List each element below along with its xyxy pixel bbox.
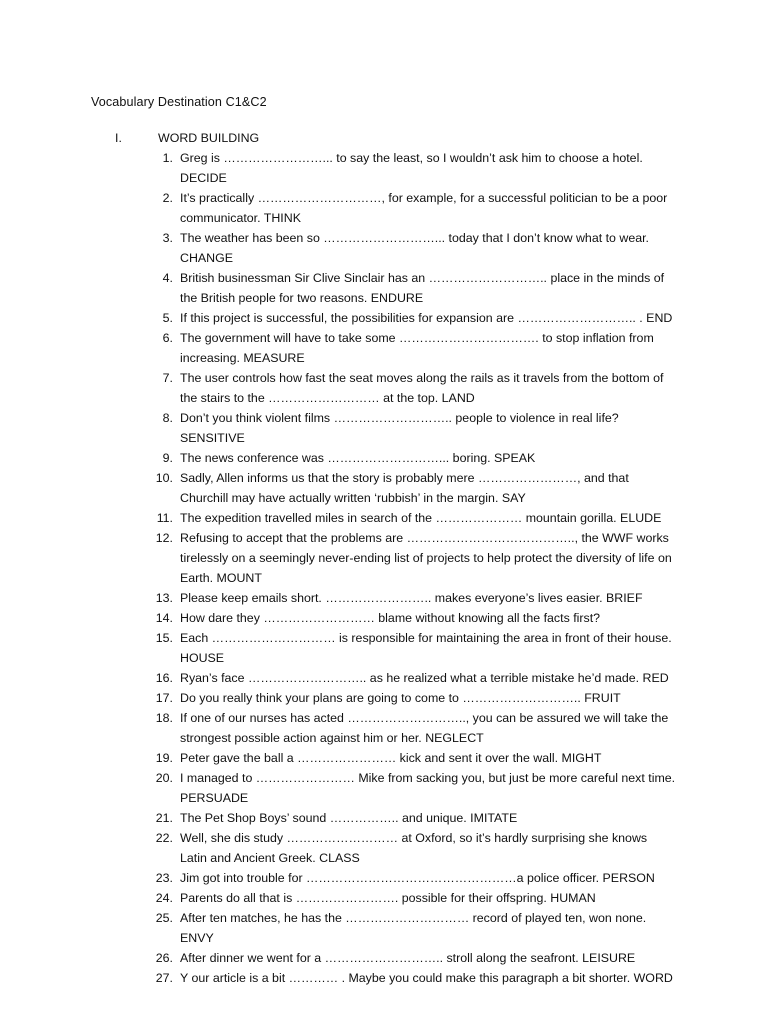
document-title: Vocabulary Destination C1&C2 <box>91 95 267 109</box>
exercise-item <box>91 908 691 948</box>
exercise-sentence: Refusing to accept that the problems are ………………………………….., the WWF works tirelessly on a seemingly never-ending list of projects to help protect the diversity of life on Earth. MOUNT <box>180 531 672 585</box>
exercise-item <box>91 948 691 968</box>
exercise-sentence: If one of our nurses has acted ……………………….., you can be assured we will take the strongest possible action against him or her. NEGLECT <box>180 711 669 745</box>
exercise-sentence: Jim got into trouble for ……………………………………………a police officer. PERSON <box>180 871 655 885</box>
exercise-sentence: The government will have to take some ……………………………. to stop inflation from increasing. MEASURE <box>180 331 654 365</box>
exercise-sentence: How dare they ……………………… blame without knowing all the facts first? <box>180 611 601 625</box>
exercise-sentence: Parents do all that is ……………………. possible for their offspring. HUMAN <box>180 891 596 905</box>
exercise-item <box>91 668 691 688</box>
exercise-number: 24. <box>155 891 173 905</box>
exercise-sentence: Well, she dis study ……………………… at Oxford, so it’s hardly surprising she knows Latin and Ancient Greek. CLASS <box>180 831 648 865</box>
exercise-item <box>91 328 691 368</box>
exercise-item <box>91 628 691 668</box>
exercise-sentence: After dinner we went for a ……………………….. stroll along the seafront. LEISURE <box>180 951 636 965</box>
exercise-sentence: Do you really think your plans are going to come to ……………………….. FRUIT <box>180 691 621 705</box>
exercise-number: 1. <box>162 151 173 165</box>
exercise-sentence: The weather has been so ………………………... today that I don’t know what to wear. CHANGE <box>180 231 649 265</box>
exercise-sentence: Ryan’s face ……………………….. as he realized what a terrible mistake he’d made. RED <box>180 671 669 685</box>
exercise-number: 12. <box>155 531 173 545</box>
exercise-item <box>91 468 691 508</box>
exercise-number: 10. <box>155 471 173 485</box>
exercise-number: 16. <box>155 671 173 685</box>
exercise-item <box>91 588 691 608</box>
exercise-number: 19. <box>155 751 173 765</box>
exercise-sentence: If this project is successful, the possibilities for expansion are ……………………….. . END <box>180 311 673 325</box>
exercise-item <box>91 968 691 988</box>
exercise-sentence: Peter gave the ball a …………………… kick and sent it over the wall. MIGHT <box>180 751 602 765</box>
section-heading <box>91 128 691 148</box>
exercise-sentence: Sadly, Allen informs us that the story is probably mere ……………………, and that Churchill may have actually written ‘rubbish’ in the margin. SAY <box>180 471 629 505</box>
exercise-number: 22. <box>155 831 173 845</box>
exercise-item <box>91 868 691 888</box>
exercise-number: 17. <box>155 691 173 705</box>
exercise-number: 4. <box>162 271 173 285</box>
exercise-sentence: British businessman Sir Clive Sinclair has an ……………………….. place in the minds of the British people for two reasons. ENDURE <box>180 271 665 305</box>
exercise-item <box>91 768 691 808</box>
word-building-section <box>91 128 691 988</box>
exercise-number: 20. <box>155 771 173 785</box>
exercise-number: 5. <box>162 311 173 325</box>
exercise-sentence: The news conference was ………………………... boring. SPEAK <box>180 451 536 465</box>
exercise-sentence: Don’t you think violent films ……………………….. people to violence in real life? SENSITIVE <box>180 411 619 445</box>
exercise-number: 18. <box>155 711 173 725</box>
section-title: WORD BUILDING <box>158 131 260 145</box>
exercise-item <box>91 308 691 328</box>
exercise-item <box>91 148 691 188</box>
exercise-number: 9. <box>162 451 173 465</box>
exercise-number: 11. <box>156 511 173 525</box>
exercise-number: 7. <box>162 371 173 385</box>
exercise-item <box>91 408 691 448</box>
exercise-number: 8. <box>162 411 173 425</box>
exercise-item <box>91 708 691 748</box>
exercise-sentence: Please keep emails short. …………………….. makes everyone’s lives easier. BRIEF <box>180 591 643 605</box>
exercise-item <box>91 368 691 408</box>
exercise-item <box>91 808 691 828</box>
exercise-item <box>91 688 691 708</box>
exercise-item <box>91 828 691 868</box>
exercise-number: 3. <box>162 231 173 245</box>
exercise-sentence: The expedition travelled miles in search of the ………………… mountain gorilla. ELUDE <box>180 511 662 525</box>
exercise-item <box>91 528 691 588</box>
exercise-number: 21. <box>155 811 173 825</box>
exercise-number: 25. <box>155 911 173 925</box>
exercise-sentence: The Pet Shop Boys’ sound …………….. and unique. IMITATE <box>180 811 518 825</box>
section-numeral: I. <box>115 131 122 145</box>
exercise-number: 23. <box>155 871 173 885</box>
exercise-number: 15. <box>155 631 173 645</box>
exercise-sentence: It’s practically …………………………, for example, for a successful politician to be a poor communicator. THINK <box>180 191 668 225</box>
exercise-number: 13. <box>155 591 173 605</box>
exercise-item <box>91 448 691 468</box>
exercise-item <box>91 608 691 628</box>
exercise-list <box>91 148 691 988</box>
exercise-item <box>91 268 691 308</box>
exercise-item <box>91 748 691 768</box>
exercise-sentence: Each ………………………… is responsible for maintaining the area in front of their house. HOUSE <box>180 631 672 665</box>
exercise-item <box>91 508 691 528</box>
exercise-number: 27. <box>155 971 173 985</box>
exercise-sentence: The user controls how fast the seat moves along the rails as it travels from the bottom of the stairs to the ……………………… at the top. LAND <box>180 371 664 405</box>
exercise-sentence: Greg is ……………………... to say the least, so I wouldn’t ask him to choose a hotel. DECIDE <box>180 151 643 185</box>
exercise-number: 14. <box>155 611 173 625</box>
exercise-sentence: I managed to …………………… Mike from sacking you, but just be more careful next time. PERSUADE <box>180 771 676 805</box>
exercise-item <box>91 888 691 908</box>
exercise-sentence: Y our article is a bit ………… . Maybe you could make this paragraph a bit shorter. WORD <box>180 971 673 985</box>
exercise-item <box>91 228 691 268</box>
exercise-number: 26. <box>155 951 173 965</box>
exercise-sentence: After ten matches, he has the ………………………… record of played ten, won none. ENVY <box>180 911 647 945</box>
exercise-item <box>91 188 691 228</box>
exercise-number: 2. <box>162 191 173 205</box>
exercise-number: 6. <box>162 331 173 345</box>
